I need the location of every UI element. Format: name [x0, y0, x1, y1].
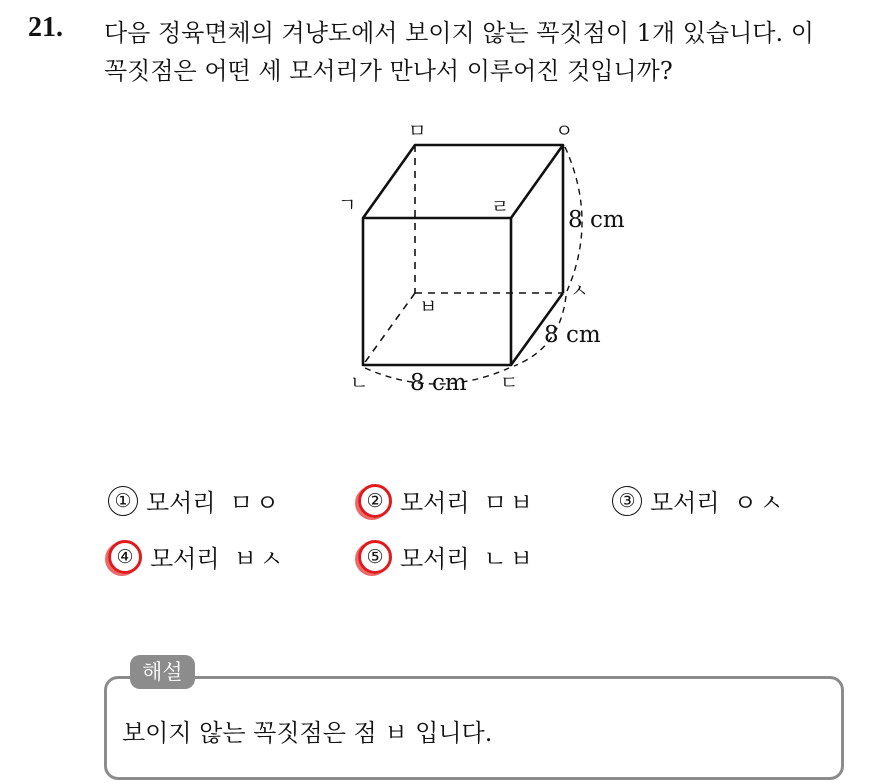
vertex-label-m: ㅁ [408, 120, 427, 142]
choice-2[interactable] [358, 483, 536, 518]
dimension-arcs [365, 147, 582, 384]
question-line-2: 꼭짓점은 어떤 세 모서리가 만나서 이루어진 것입니까? [104, 57, 673, 85]
choice-1[interactable] [108, 483, 282, 518]
dimension-label-height: 8 cm [568, 207, 625, 233]
vertex-label-o: ㅇ [555, 120, 574, 142]
vertex-label-b: ㅂ [419, 296, 438, 318]
choice-edge-5: ㄴㅂ [483, 545, 536, 573]
choice-mark-3: ③ [612, 486, 642, 516]
choice-word-3: 모서리 [650, 489, 720, 517]
question-line-1: 다음 정육면체의 겨냥도에서 보이지 않는 꼭짓점이 1개 있습니다. 이 [104, 19, 814, 47]
choice-4[interactable] [108, 539, 286, 574]
choice-edge-4: ㅂㅅ [233, 545, 286, 573]
front-face [363, 218, 511, 365]
vertex-label-d: ㄷ [500, 372, 519, 394]
choice-edge-2: ㅁㅂ [483, 489, 536, 517]
choice-mark-1: ① [108, 486, 138, 516]
choice-5[interactable] [358, 539, 536, 574]
vertex-label-s: ㅅ [570, 280, 589, 302]
question-text [104, 14, 874, 90]
choice-edge-1: ㅁㅇ [229, 489, 282, 517]
hidden-edge-b-to-n [363, 293, 415, 365]
choice-word-1: 모서리 [146, 489, 216, 517]
choice-word-2: 모서리 [400, 489, 470, 517]
choice-word-4: 모서리 [150, 545, 220, 573]
choice-mark-5: ⑤ [358, 540, 392, 574]
dimension-label-width: 8 cm [410, 370, 467, 396]
vertex-label-r: ㄹ [491, 196, 510, 218]
explanation-text: 보이지 않는 꼭짓점은 점 ㅂ 입니다. [122, 719, 493, 747]
visible-edges [363, 145, 563, 365]
dimension-label-depth: 8 cm [544, 322, 601, 348]
question-number: 21. [28, 12, 63, 43]
top-face-edges [363, 145, 563, 218]
vertex-label-n: ㄴ [350, 372, 369, 394]
choice-3[interactable] [612, 483, 786, 518]
vertex-label-g: ㄱ [338, 194, 357, 216]
choice-mark-2: ② [358, 484, 392, 518]
choice-mark-4: ④ [108, 540, 142, 574]
choice-word-5: 모서리 [400, 545, 470, 573]
choice-edge-3: ㅇㅅ [733, 489, 786, 517]
explanation-tag: 해설 [130, 655, 195, 689]
cube-diagram [330, 110, 630, 400]
